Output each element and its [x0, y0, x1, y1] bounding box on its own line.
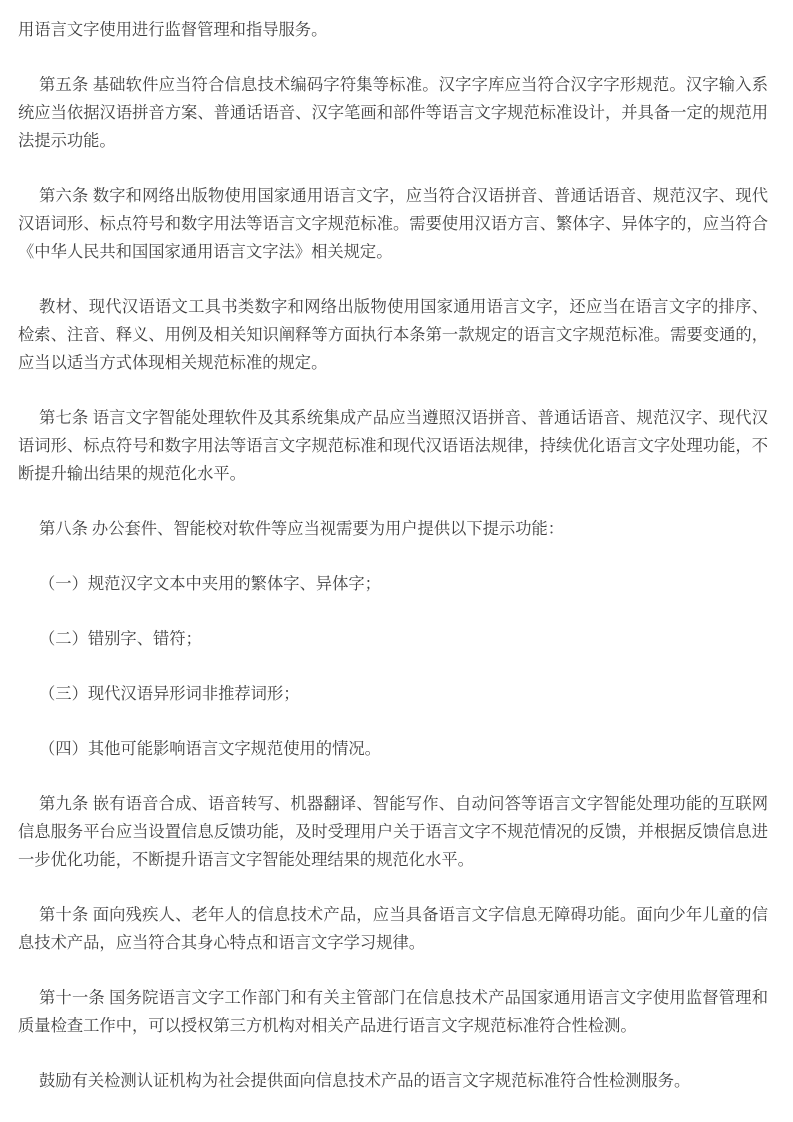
paragraph: 第十一条 国务院语言文字工作部门和有关主管部门在信息技术产品国家通用语言文字使用监督管理和质量检查工作中，可以授权第三方机构对相关产品进行语言文字规范标准符合性检测。 — [18, 988, 768, 1035]
paragraph: 第六条 数字和网络出版物使用国家通用语言文字，应当符合汉语拼音、普通话语音、规范汉字、现代汉语词形、标点符号和数字用法等语言文字规范标准。需要使用汉语方言、繁体字、异体字的，应当符合《中华人民共和国国家通用语言文字法》相关规定。 — [18, 186, 768, 261]
paragraph: （一）规范汉字文本中夹用的繁体字、异体字； — [39, 574, 381, 593]
paragraph: 鼓励有关检测认证机构为社会提供面向信息技术产品的语言文字规范标准符合性检测服务。 — [39, 1071, 691, 1090]
paragraph: 教材、现代汉语语文工具书类数字和网络出版物使用国家通用语言文字，还应当在语言文字的排序、检索、注音、释义、用例及相关知识阐释等方面执行本条第一款规定的语言文字规范标准。需要变通的，应当以适当方式体现相关规范标准的规定。 — [18, 297, 768, 372]
paragraph: （四）其他可能影响语言文字规范使用的情况。 — [39, 739, 381, 758]
paragraph: 第十条 面向残疾人、老年人的信息技术产品，应当具备语言文字信息无障碍功能。面向少年儿童的信息技术产品，应当符合其身心特点和语言文字学习规律。 — [18, 905, 768, 952]
paragraph: 第八条 办公套件、智能校对软件等应当视需要为用户提供以下提示功能： — [39, 519, 565, 538]
paragraph: 第九条 嵌有语音合成、语音转写、机器翻译、智能写作、自动问答等语言文字智能处理功能的互联网信息服务平台应当设置信息反馈功能，及时受理用户关于语言文字不规范情况的反馈，并根据反馈信息进一步优化功能，不断提升语言文字智能处理结果的规范化水平。 — [18, 794, 768, 869]
paragraph: 第五条 基础软件应当符合信息技术编码字符集等标准。汉字字库应当符合汉字字形规范。汉字输入系统应当依据汉语拼音方案、普通话语音、汉字笔画和部件等语言文字规范标准设计，并具备一定的规范用法提示功能。 — [18, 75, 768, 150]
paragraph: 第七条 语言文字智能处理软件及其系统集成产品应当遵照汉语拼音、普通话语音、规范汉字、现代汉语词形、标点符号和数字用法等语言文字规范标准和现代汉语语法规律，持续优化语言文字处理功能，不断提升输出结果的规范化水平。 — [18, 408, 768, 483]
paragraph: （三）现代汉语异形词非推荐词形； — [39, 684, 300, 703]
paragraph: 用语言文字使用进行监督管理和指导服务。 — [18, 20, 328, 39]
paragraph: （二）错别字、错符； — [39, 629, 202, 648]
